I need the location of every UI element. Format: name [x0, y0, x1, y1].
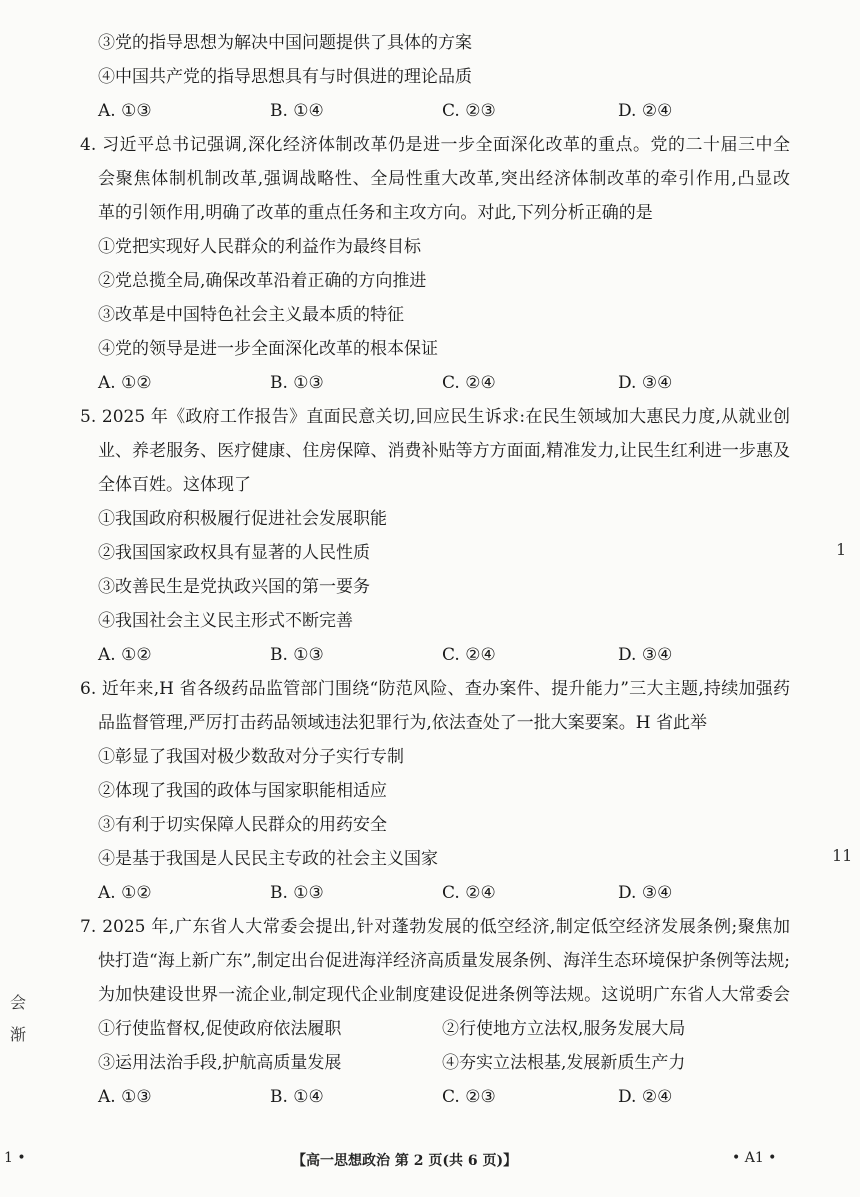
- option-statement: ③运用法治手段,护航高质量发展: [98, 1053, 342, 1073]
- option-statement: ③有利于切实保障人民群众的用药安全: [98, 815, 387, 835]
- option-statement: ①我国政府积极履行促进社会发展职能: [98, 509, 387, 529]
- margin-mark: 1: [836, 540, 847, 559]
- footer-right: • A1 •: [732, 1150, 777, 1166]
- option-statement: ④我国社会主义民主形式不断完善: [98, 611, 353, 631]
- answer-option-b: B. ①③: [270, 883, 324, 903]
- option-statement: ①行使监督权,促使政府依法履职: [98, 1019, 342, 1039]
- answer-option-b: B. ①③: [270, 373, 324, 393]
- option-statement: ④党的领导是进一步全面深化改革的根本保证: [98, 339, 438, 359]
- footer-left: 1 •: [4, 1150, 26, 1166]
- question-7-stem: 为加快建设世界一流企业,制定现代企业制度建设促进条例等法规。这说明广东省人大常委会: [98, 985, 790, 1005]
- question-7-stem: 7. 2025 年,广东省人大常委会提出,针对蓬勃发展的低空经济,制定低空经济发展条例;聚焦加: [80, 917, 790, 937]
- question-5-stem: 全体百姓。这体现了: [98, 475, 251, 495]
- answer-option-a: A. ①②: [98, 883, 152, 903]
- margin-mark: 11: [832, 846, 853, 865]
- option-statement: ④中国共产党的指导思想具有与时俱进的理论品质: [98, 67, 472, 87]
- answer-option-c: C. ②④: [442, 373, 496, 393]
- option-statement: ②行使地方立法权,服务发展大局: [442, 1019, 686, 1039]
- option-statement: ④是基于我国是人民民主专政的社会主义国家: [98, 849, 438, 869]
- answer-option-b: B. ①③: [270, 645, 324, 665]
- answer-option-c: C. ②③: [442, 101, 496, 121]
- margin-mark: 会: [10, 993, 27, 1012]
- option-statement: ①党把实现好人民群众的利益作为最终目标: [98, 237, 421, 257]
- option-statement: ②党总揽全局,确保改革沿着正确的方向推进: [98, 271, 427, 291]
- option-statement: ③改善民生是党执政兴国的第一要务: [98, 577, 370, 597]
- answer-option-a: A. ①③: [98, 101, 152, 121]
- option-statement: ②体现了我国的政体与国家职能相适应: [98, 781, 387, 801]
- answer-option-a: A. ①②: [98, 373, 152, 393]
- answer-option-d: D. ③④: [618, 883, 673, 903]
- answer-option-d: D. ③④: [618, 373, 673, 393]
- answer-option-b: B. ①④: [270, 1087, 324, 1107]
- margin-mark: 渐: [10, 1025, 27, 1044]
- answer-option-a: A. ①③: [98, 1087, 152, 1107]
- answer-option-c: C. ②③: [442, 1087, 496, 1107]
- answer-option-d: D. ②④: [618, 101, 673, 121]
- answer-option-c: C. ②④: [442, 645, 496, 665]
- option-statement: ①彰显了我国对极少数敌对分子实行专制: [98, 747, 404, 767]
- question-4-stem: 革的引领作用,明确了改革的重点任务和主攻方向。对此,下列分析正确的是: [98, 203, 653, 223]
- page-footer: 【高一思想政治 第 2 页(共 6 页)】: [292, 1153, 518, 1169]
- answer-option-d: D. ②④: [618, 1087, 673, 1107]
- option-statement: ④夯实立法根基,发展新质生产力: [442, 1053, 686, 1073]
- question-4-stem: 4. 习近平总书记强调,深化经济体制改革仍是进一步全面深化改革的重点。党的二十届三中全: [80, 135, 790, 155]
- question-6-stem: 品监督管理,严厉打击药品领域违法犯罪行为,依法查处了一批大案要案。H 省此举: [98, 713, 708, 733]
- answer-option-d: D. ③④: [618, 645, 673, 665]
- answer-option-a: A. ①②: [98, 645, 152, 665]
- question-7-stem: 快打造“海上新广东”,制定出台促进海洋经济高质量发展条例、海洋生态环境保护条例等法规;: [98, 951, 790, 971]
- answer-option-c: C. ②④: [442, 883, 496, 903]
- option-statement: ③改革是中国特色社会主义最本质的特征: [98, 305, 404, 325]
- question-5-stem: 业、养老服务、医疗健康、住房保障、消费补贴等方方面面,精准发力,让民生红利进一步惠及: [98, 441, 790, 461]
- question-5-stem: 5. 2025 年《政府工作报告》直面民意关切,回应民生诉求:在民生领域加大惠民力度,从就业创: [80, 407, 790, 427]
- option-statement: ③党的指导思想为解决中国问题提供了具体的方案: [98, 33, 472, 53]
- question-4-stem: 会聚焦体制机制改革,强调战略性、全局性重大改革,突出经济体制改革的牵引作用,凸显改: [98, 169, 790, 189]
- option-statement: ②我国国家政权具有显著的人民性质: [98, 543, 370, 563]
- answer-option-b: B. ①④: [270, 101, 324, 121]
- question-6-stem: 6. 近年来,H 省各级药品监管部门围绕“防范风险、查办案件、提升能力”三大主题,持续加强药: [80, 679, 790, 699]
